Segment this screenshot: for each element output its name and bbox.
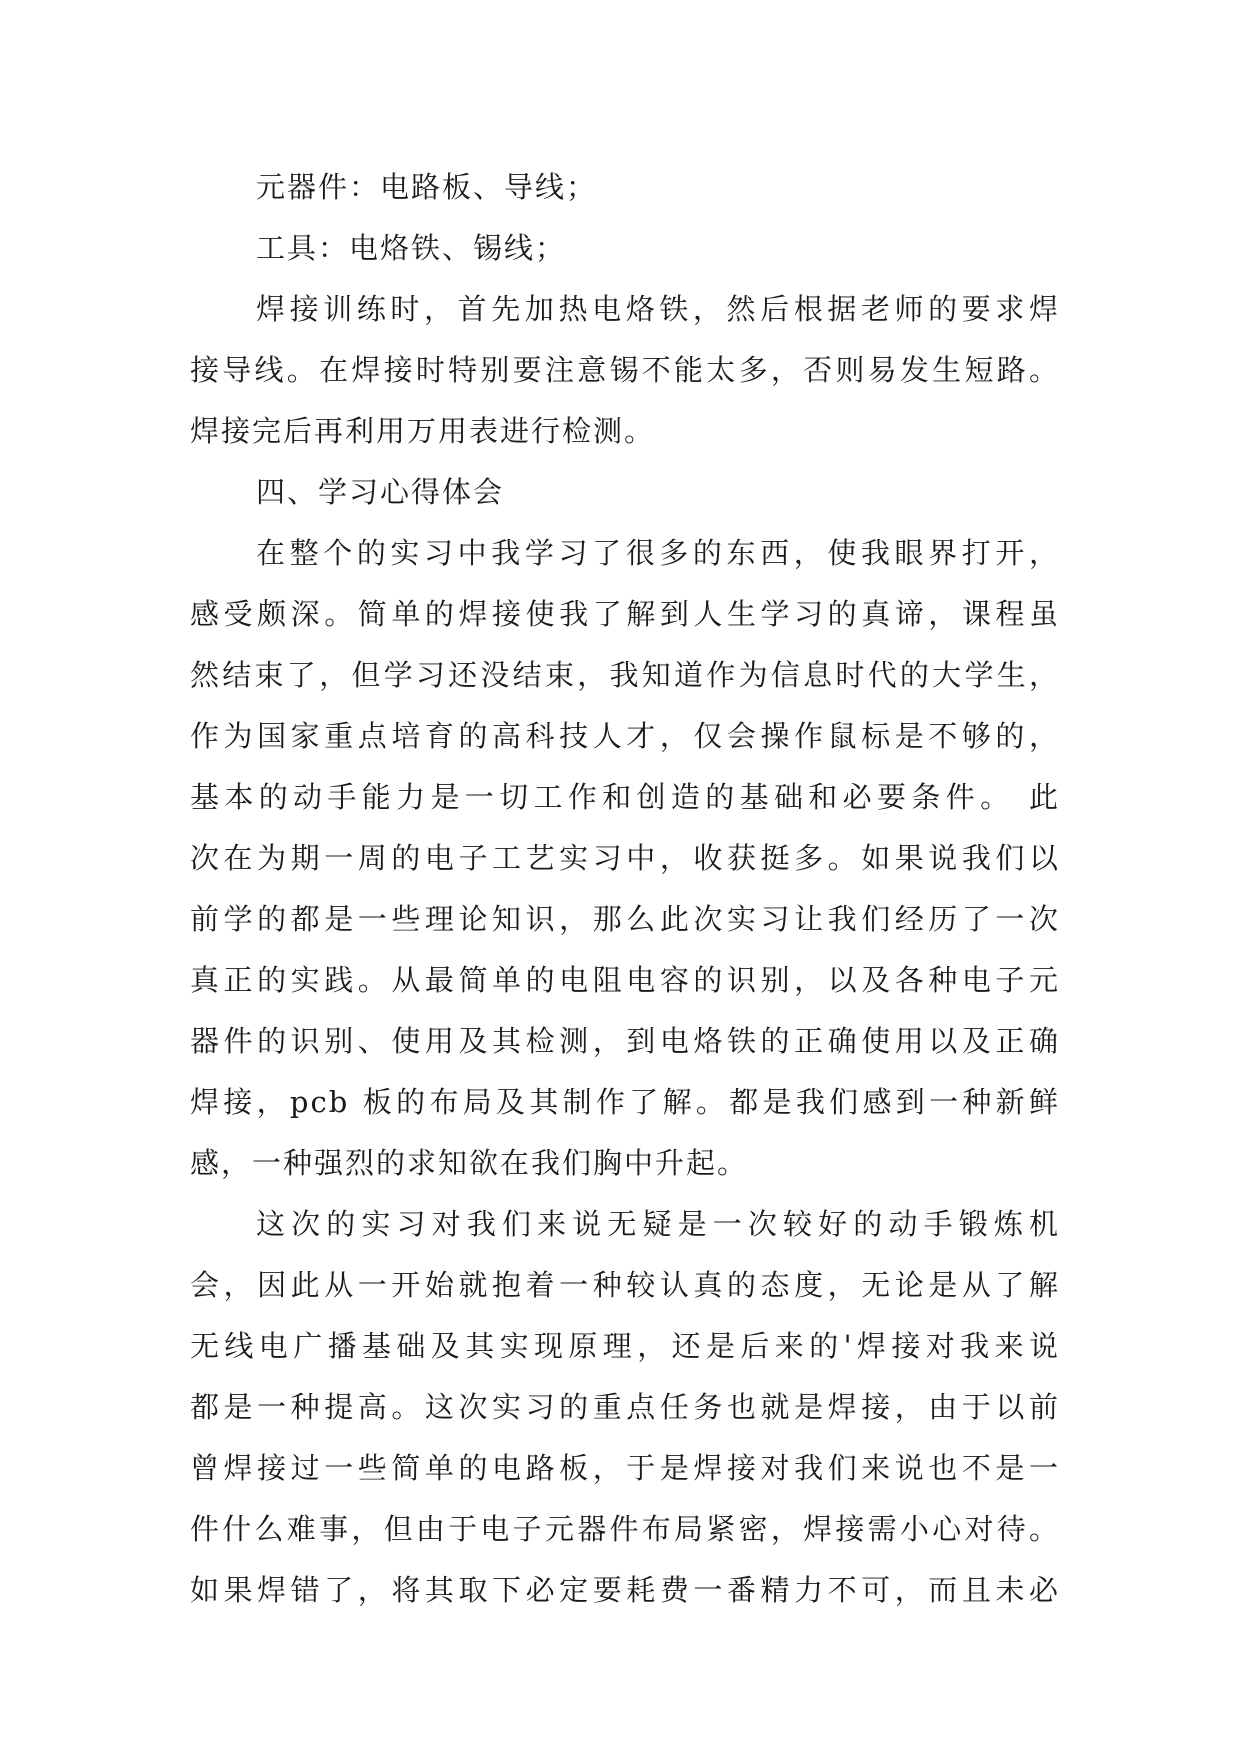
text-line: 如果焊错了，将其取下必定要耗费一番精力不可，而且未必 — [190, 1573, 1060, 1607]
text-line: 真正的实践。从最简单的电阻电容的识别，以及各种电子元 — [190, 963, 1060, 997]
text-line: 作为国家重点培育的高科技人才，仅会操作鼠标是不够的， — [190, 719, 1060, 753]
text-line: 焊接完后再利用万用表进行检测。 — [190, 414, 656, 448]
text-line: 感受颇深。简单的焊接使我了解到人生学习的真谛，课程虽 — [190, 597, 1060, 631]
text-line: 焊接，pcb 板的布局及其制作了解。都是我们感到一种新鲜 — [190, 1085, 1060, 1119]
text-line: 感，一种强烈的求知欲在我们胸中升起。 — [190, 1146, 749, 1180]
text-line: 次在为期一周的电子工艺实习中，收获挺多。如果说我们以 — [190, 841, 1060, 875]
text-line: 基本的动手能力是一切工作和创造的基础和必要条件。 此 — [190, 780, 1060, 814]
text-line: 前学的都是一些理论知识，那么此次实习让我们经历了一次 — [190, 902, 1060, 936]
document-body — [190, 157, 1060, 1621]
text-line: 四、学习心得体会 — [256, 475, 505, 509]
text-line: 这次的实习对我们来说无疑是一次较好的动手锻炼机 — [256, 1207, 1060, 1241]
text-line: 器件的识别、使用及其检测，到电烙铁的正确使用以及正确 — [190, 1024, 1060, 1058]
text-line: 元器件：电路板、导线； — [256, 170, 598, 204]
text-line: 接导线。在焊接时特别要注意锡不能太多，否则易发生短路。 — [190, 353, 1060, 387]
text-line: 在整个的实习中我学习了很多的东西，使我眼界打开， — [256, 536, 1060, 570]
text-line: 工具：电烙铁、锡线； — [256, 231, 567, 265]
text-line: 曾焊接过一些简单的电路板，于是焊接对我们来说也不是一 — [190, 1451, 1060, 1485]
text-line: 焊接训练时，首先加热电烙铁，然后根据老师的要求焊 — [256, 292, 1060, 326]
text-line: 件什么难事，但由于电子元器件布局紧密，焊接需小心对待。 — [190, 1512, 1060, 1546]
text-line: 会，因此从一开始就抱着一种较认真的态度，无论是从了解 — [190, 1268, 1060, 1302]
text-line: 然结束了，但学习还没结束，我知道作为信息时代的大学生， — [190, 658, 1060, 692]
text-line: 都是一种提高。这次实习的重点任务也就是焊接，由于以前 — [190, 1390, 1060, 1424]
text-line: 无线电广播基础及其实现原理，还是后来的'焊接对我来说 — [190, 1329, 1060, 1363]
